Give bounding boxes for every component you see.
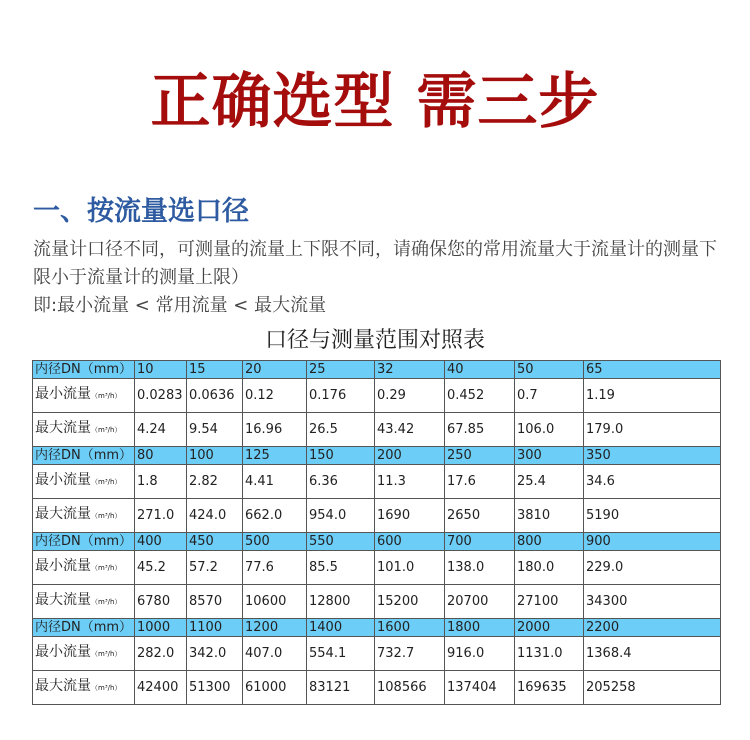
table-cell: 17.6 — [445, 465, 515, 499]
table-cell: 6.36 — [307, 465, 375, 499]
table-cell: 15200 — [375, 585, 445, 619]
min-flow-row — [33, 465, 721, 499]
row-label-text: 内径DN（mm） — [35, 362, 133, 377]
table-cell: 43.42 — [375, 413, 445, 447]
table-cell: 424.0 — [187, 499, 243, 533]
table-cell: 10 — [135, 361, 187, 379]
table-cell: 407.0 — [243, 637, 307, 671]
table-cell: 1131.0 — [515, 637, 584, 671]
table-cell: 954.0 — [307, 499, 375, 533]
row-label — [33, 499, 135, 533]
row-label — [33, 637, 135, 671]
table-cell: 12800 — [307, 585, 375, 619]
row-label — [33, 619, 135, 637]
table-cell: 3810 — [515, 499, 584, 533]
table-cell: 0.29 — [375, 379, 445, 413]
max-flow-row — [33, 585, 721, 619]
table-cell: 1100 — [187, 619, 243, 637]
diameter-row — [33, 361, 721, 379]
description-line: 流量计口径不同，可测量的流量上下限不同，请确保您的常用流量大于流量计的测量下限小于流量计的测量上限） — [33, 239, 717, 288]
table-cell: 1.19 — [584, 379, 721, 413]
table-cell: 1800 — [445, 619, 515, 637]
diameter-row — [33, 533, 721, 551]
table-cell: 138.0 — [445, 551, 515, 585]
table-cell: 342.0 — [187, 637, 243, 671]
table-cell: 180.0 — [515, 551, 584, 585]
description — [33, 236, 723, 320]
table-cell: 400 — [135, 533, 187, 551]
table-cell: 108566 — [375, 671, 445, 705]
table-cell: 0.12 — [243, 379, 307, 413]
unit-label: （m³/h） — [91, 564, 122, 572]
table-cell: 15 — [187, 361, 243, 379]
table-cell: 20 — [243, 361, 307, 379]
formula-line: 即:最小流量 < 常用流量 < 最大流量 — [33, 295, 327, 316]
table-cell: 169635 — [515, 671, 584, 705]
row-label — [33, 413, 135, 447]
unit-label: （m³/h） — [91, 426, 122, 434]
table-cell: 25.4 — [515, 465, 584, 499]
table-cell: 0.452 — [445, 379, 515, 413]
min-flow-row — [33, 551, 721, 585]
table-cell: 137404 — [445, 671, 515, 705]
table-cell: 77.6 — [243, 551, 307, 585]
max-flow-row — [33, 413, 721, 447]
table-cell: 150 — [307, 447, 375, 465]
row-label-text: 最大流量 — [35, 420, 91, 436]
table-cell: 550 — [307, 533, 375, 551]
table-cell: 916.0 — [445, 637, 515, 671]
row-label — [33, 585, 135, 619]
table-cell: 106.0 — [515, 413, 584, 447]
min-flow-row — [33, 637, 721, 671]
table-cell: 662.0 — [243, 499, 307, 533]
table-cell: 250 — [445, 447, 515, 465]
table-cell: 100 — [187, 447, 243, 465]
table-cell: 101.0 — [375, 551, 445, 585]
table-cell: 450 — [187, 533, 243, 551]
row-label — [33, 379, 135, 413]
table-cell: 205258 — [584, 671, 721, 705]
table-cell: 1400 — [307, 619, 375, 637]
table-cell: 6780 — [135, 585, 187, 619]
table-cell: 4.41 — [243, 465, 307, 499]
table-cell: 600 — [375, 533, 445, 551]
unit-label: （m³/h） — [91, 650, 122, 658]
table-cell: 1690 — [375, 499, 445, 533]
table-cell: 282.0 — [135, 637, 187, 671]
table-cell: 0.0636 — [187, 379, 243, 413]
table-cell: 2000 — [515, 619, 584, 637]
row-label-text: 内径DN（mm） — [35, 620, 133, 635]
caliber-range-table — [32, 360, 721, 705]
table-cell: 9.54 — [187, 413, 243, 447]
row-label-text: 最小流量 — [35, 644, 91, 660]
section-title: 一、按流量选口径 — [33, 196, 249, 227]
diameter-row — [33, 619, 721, 637]
table-cell: 83121 — [307, 671, 375, 705]
table-cell: 8570 — [187, 585, 243, 619]
row-label — [33, 551, 135, 585]
min-flow-row — [33, 379, 721, 413]
table-cell: 271.0 — [135, 499, 187, 533]
table-cell: 2200 — [584, 619, 721, 637]
row-label-text: 最小流量 — [35, 472, 91, 488]
table-cell: 67.85 — [445, 413, 515, 447]
row-label — [33, 533, 135, 551]
table-cell: 40 — [445, 361, 515, 379]
table-cell: 500 — [243, 533, 307, 551]
row-label-text: 最大流量 — [35, 592, 91, 608]
unit-label: （m³/h） — [91, 684, 122, 692]
table-cell: 16.96 — [243, 413, 307, 447]
table-cell: 300 — [515, 447, 584, 465]
row-label-text: 内径DN（mm） — [35, 534, 133, 549]
unit-label: （m³/h） — [91, 598, 122, 606]
table-cell: 2650 — [445, 499, 515, 533]
table-cell: 34.6 — [584, 465, 721, 499]
row-label — [33, 361, 135, 379]
table-cell: 1000 — [135, 619, 187, 637]
unit-label: （m³/h） — [91, 478, 122, 486]
table-cell: 65 — [584, 361, 721, 379]
table-cell: 700 — [445, 533, 515, 551]
main-title: 正确选型 需三步 — [150, 67, 600, 137]
table-cell: 0.0283 — [135, 379, 187, 413]
max-flow-row — [33, 499, 721, 533]
table-cell: 42400 — [135, 671, 187, 705]
diameter-row — [33, 447, 721, 465]
row-label — [33, 465, 135, 499]
table-cell: 25 — [307, 361, 375, 379]
row-label-text: 最小流量 — [35, 386, 91, 402]
row-label — [33, 671, 135, 705]
table-cell: 0.7 — [515, 379, 584, 413]
table-cell: 5190 — [584, 499, 721, 533]
max-flow-row — [33, 671, 721, 705]
table-cell: 350 — [584, 447, 721, 465]
table-cell: 50 — [515, 361, 584, 379]
table-cell: 4.24 — [135, 413, 187, 447]
table-cell: 1200 — [243, 619, 307, 637]
row-label-text: 最小流量 — [35, 558, 91, 574]
table-cell: 0.176 — [307, 379, 375, 413]
unit-label: （m³/h） — [91, 392, 122, 400]
table-cell: 85.5 — [307, 551, 375, 585]
table-cell: 1.8 — [135, 465, 187, 499]
table-cell: 61000 — [243, 671, 307, 705]
row-label-text: 内径DN（mm） — [35, 448, 133, 463]
unit-label: （m³/h） — [91, 512, 122, 520]
table-title: 口径与测量范围对照表 — [264, 328, 485, 353]
table-cell: 10600 — [243, 585, 307, 619]
table-cell: 179.0 — [584, 413, 721, 447]
table-cell: 229.0 — [584, 551, 721, 585]
table-cell: 45.2 — [135, 551, 187, 585]
table-cell: 554.1 — [307, 637, 375, 671]
table-cell: 20700 — [445, 585, 515, 619]
table-cell: 2.82 — [187, 465, 243, 499]
table-cell: 125 — [243, 447, 307, 465]
table-cell: 34300 — [584, 585, 721, 619]
table-cell: 1368.4 — [584, 637, 721, 671]
table-cell: 11.3 — [375, 465, 445, 499]
row-label-text: 最大流量 — [35, 506, 91, 522]
table-cell: 32 — [375, 361, 445, 379]
table-cell: 200 — [375, 447, 445, 465]
table-cell: 900 — [584, 533, 721, 551]
row-label — [33, 447, 135, 465]
table-cell: 1600 — [375, 619, 445, 637]
table-cell: 26.5 — [307, 413, 375, 447]
row-label-text: 最大流量 — [35, 678, 91, 694]
table-cell: 80 — [135, 447, 187, 465]
table-cell: 732.7 — [375, 637, 445, 671]
table-cell: 51300 — [187, 671, 243, 705]
table-cell: 800 — [515, 533, 584, 551]
table-cell: 27100 — [515, 585, 584, 619]
table-cell: 57.2 — [187, 551, 243, 585]
